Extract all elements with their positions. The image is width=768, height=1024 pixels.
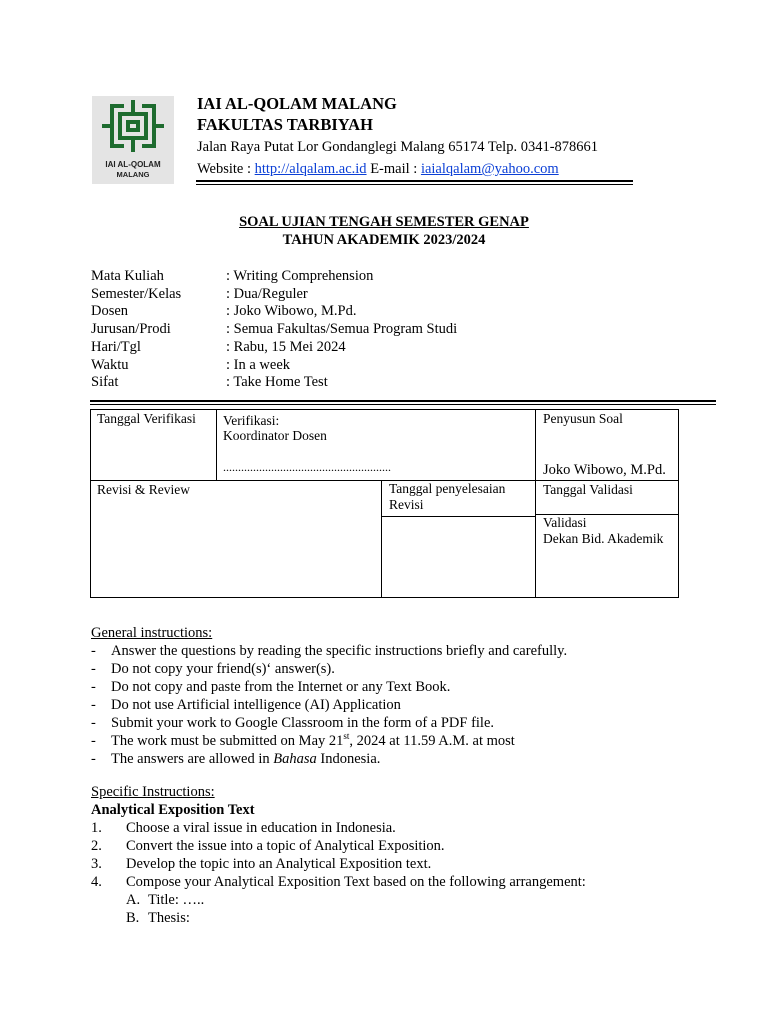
info-row (91, 357, 457, 375)
logo-text-line1: IAI AL-QOLAM (105, 160, 161, 169)
sub-list-item-text: Thesis: (148, 910, 190, 926)
tanggal-penyelesaian-label: Tanggal penyelesaian (389, 481, 506, 496)
list-item: 1. Choose a viral issue in education in Indonesia. (91, 820, 396, 836)
address: Jalan Raya Putat Lor Gondanglegi Malang 65174 Telp. 0341-878661 (197, 139, 599, 155)
exam-title-line1: SOAL UJIAN TENGAH SEMESTER GENAP (239, 214, 529, 230)
info-value: : Rabu, 15 Mei 2024 (226, 338, 346, 355)
info-value: : In a week (226, 356, 291, 373)
list-item-text: Submit your work to Google Classroom in the form of a PDF file. (111, 715, 495, 731)
info-row (91, 286, 457, 304)
table-vline (535, 410, 536, 597)
info-key: Semester/Kelas (91, 285, 182, 302)
list-item: - Answer the questions by reading the specific instructions briefly and carefully. (91, 643, 568, 659)
info-row (91, 303, 457, 321)
info-row (91, 268, 457, 286)
tanggal-validasi-label: Tanggal Validasi (543, 482, 633, 497)
list-item: 4. Compose your Analytical Exposition Text based on the following arrangement: (91, 874, 586, 890)
faculty-name: FAKULTAS TARBIYAH (197, 115, 373, 134)
info-value: : Semua Fakultas/Semua Program Studi (226, 321, 458, 338)
header-rule-thin (196, 184, 633, 185)
list-item-text: Convert the issue into a topic of Analytical Exposition. (126, 838, 445, 854)
verification-table (90, 409, 679, 598)
info-key: Sifat (91, 374, 119, 391)
info-key: Dosen (91, 303, 129, 320)
institution-name: IAI AL-QOLAM MALANG (197, 94, 397, 113)
list-item-text: Do not copy your friend(s)‘ answer(s). (111, 661, 335, 677)
sub-list-item-text: Title: ….. (148, 892, 205, 908)
info-value: : Writing Comprehension (226, 268, 374, 284)
list-item-text: Compose your Analytical Exposition Text based on the following arrangement: (126, 874, 586, 890)
sub-list-item: B. Thesis: (126, 910, 190, 926)
table-hline (381, 516, 535, 517)
specific-instructions-heading: Specific Instructions: (91, 784, 215, 800)
validasi-label: Validasi (543, 515, 587, 530)
info-row (91, 321, 457, 339)
koordinator-label: Koordinator Dosen (223, 428, 327, 443)
exam-title (0, 214, 768, 231)
revisi-label: Revisi (389, 497, 424, 512)
info-key: Hari/Tgl (91, 338, 141, 355)
list-item-text: Choose a viral issue in education in Indonesia. (126, 820, 396, 836)
list-item: 2. Convert the issue into a topic of Analytical Exposition. (91, 838, 445, 854)
info-key: Waktu (91, 356, 129, 373)
info-value: : Joko Wibowo, M.Pd. (226, 303, 357, 320)
revisi-review-label: Revisi & Review (97, 482, 190, 497)
list-item: - Submit your work to Google Classroom in the form of a PDF file. (91, 715, 495, 731)
info-row (91, 374, 457, 392)
logo-text-line2: MALANG (116, 170, 150, 179)
list-item: - Do not use Artificial intelligence (AI) Application (91, 697, 401, 713)
list-item-text: Develop the topic into an Analytical Exposition text. (126, 856, 432, 872)
verifikasi-label: Verifikasi: (223, 413, 280, 428)
signature-line: ........................................................ (223, 460, 391, 474)
language-text: The answers are allowed in Bahasa Indonesia. (111, 751, 381, 767)
list-item: - Do not copy your friend(s)‘ answer(s). (91, 661, 335, 677)
table-vline (216, 410, 217, 480)
info-value: : Take Home Test (226, 374, 328, 391)
info-row (91, 339, 457, 357)
list-item-text: Do not copy and paste from the Internet or any Text Book. (111, 679, 451, 695)
list-item: 3. Develop the topic into an Analytical Exposition text. (91, 856, 432, 872)
list-item-text: Do not use Artificial intelligence (AI) Application (111, 697, 401, 713)
tanggal-verifikasi-label: Tanggal Verifikasi (97, 411, 196, 426)
list-item-text: Answer the questions by reading the specific instructions briefly and carefully. (111, 643, 568, 659)
text-type-heading: Analytical Exposition Text (91, 802, 255, 818)
header-rule-thick (196, 180, 633, 182)
academic-year: TAHUN AKADEMIK 2023/2024 (282, 232, 486, 248)
list-item: - The work must be submitted on May 21st, 2024 at 11.59 A.M. at most (91, 731, 515, 749)
info-key: Mata Kuliah (91, 268, 164, 284)
website-link[interactable]: http://alqalam.ac.id (254, 161, 367, 177)
info-value: : Dua/Reguler (226, 285, 308, 302)
contact-line (197, 160, 559, 178)
penyusun-label: Penyusun Soal (543, 411, 623, 426)
table-hline (91, 480, 678, 481)
dekan-label: Dekan Bid. Akademik (543, 531, 664, 546)
specific-instructions (91, 783, 586, 927)
deadline-text: The work must be submitted on May 21st, 2024 at 11.59 A.M. at most (111, 731, 515, 749)
section-rule-thick (90, 400, 716, 402)
general-instructions (91, 624, 567, 768)
info-key: Jurusan/Prodi (91, 321, 171, 338)
penyusun-name: Joko Wibowo, M.Pd. (543, 462, 666, 478)
section-rule-thin (90, 404, 716, 405)
email-link[interactable]: iaialqalam@yahoo.com (420, 161, 559, 177)
table-vline (381, 480, 382, 597)
exam-info (91, 268, 457, 392)
sub-list-item: A. Title: ….. (126, 892, 205, 908)
list-item: - The answers are allowed in Bahasa Indonesia. (91, 751, 381, 767)
website-label: Website : (197, 161, 255, 177)
email-label: E-mail : (366, 161, 421, 177)
general-instructions-heading: General instructions: (91, 625, 213, 641)
list-item: - Do not copy and paste from the Internet or any Text Book. (91, 679, 451, 695)
institution-logo (92, 96, 174, 184)
